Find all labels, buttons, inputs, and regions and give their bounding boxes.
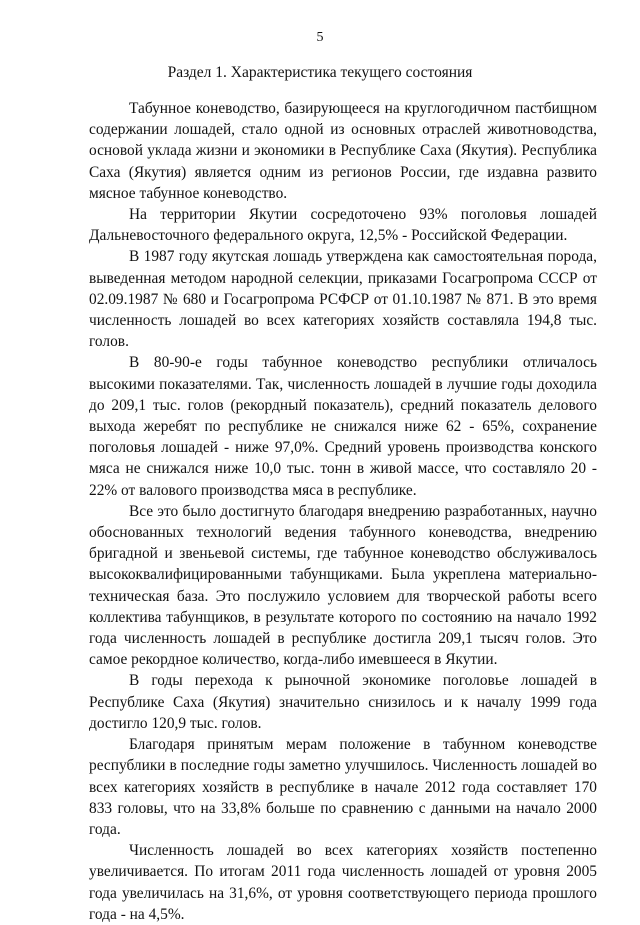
body-text (89, 98, 597, 925)
paragraph: Все это было достигнуто благодаря внедрению разработанных, научно обоснованных технологий ведения табунного коневодства, внедрению бригадной и звеньевой системы, где табунное коневодство обслуживалось высококвалифицированными табунщиками. Была укреплена материально-техническая база. Это послужило условием для творческой работы всего коллектива табунщиков, в результате которого по состоянию на начало 1992 года численность лошадей в республике достигла 209,1 тысяч голов. Это самое рекордное количество, когда-либо имевшееся в Якутии. (89, 502, 597, 669)
paragraph: Численность лошадей во всех категориях хозяйств постепенно увеличивается. По итогам 2011 года численность лошадей от уровня 2005 года увеличилась на 31,6%, от уровня соответствующего периода прошлого года - на 4,5%. (89, 842, 597, 923)
paragraph: На территории Якутии сосредоточено 93% поголовья лошадей Дальневосточного федерального округа, 12,5% - Российской Федерации. (89, 206, 597, 245)
paragraph: Благодаря принятым мерам положение в табунном коневодстве республики в последние годы заметно улучшилось. Численность лошадей во всех категориях хозяйств в республике в начале 2012 года составляет 170 833 головы, что на 33,8% больше по сравнению с данными на начало 2000 года. (89, 736, 597, 838)
page-number: 5 (316, 30, 324, 45)
paragraph: В 80-90-е годы табунное коневодство республики отличалось высокими показателями. Так, численность лошадей в лучшие годы доходила до 209,1 тыс. голов (рекордный показатель), средний показатель делового выхода жеребят по республике не снижался ниже 62 - 65%, сохранение поголовья лошадей - ниже 97,0%. Средний уровень производства конского мяса не снижался ниже 10,0 тыс. тонн в живой массе, что составляло 20 - 22% от валового производства мяса в республике. (89, 354, 597, 499)
section-title: Раздел 1. Характеристика текущего состояния (167, 64, 473, 81)
paragraph: Табунное коневодство, базирующееся на круглогодичном пастбищном содержании лошадей, стало одной из основных отраслей животноводства, основой уклада жизни и экономики в Республике Саха (Якутия). Республика Саха (Якутия) является одним из регионов России, где издавна развито мясное табунное коневодство. (89, 100, 597, 202)
paragraph: В 1987 году якутская лошадь утверждена как самостоятельная порода, выведенная методом народной селекции, приказами Госагропрома СССР от 02.09.1987 № 680 и Госагропрома РСФСР от 01.10.1987 № 871. В это время численность лошадей во всех категориях хозяйств составляла 194,8 тыс. голов. (89, 248, 597, 351)
paragraph: В годы перехода к рыночной экономике поголовье лошадей в Республике Саха (Якутия) значительно снизилось и к началу 1999 года достигло 120,9 тыс. голов. (89, 672, 597, 732)
